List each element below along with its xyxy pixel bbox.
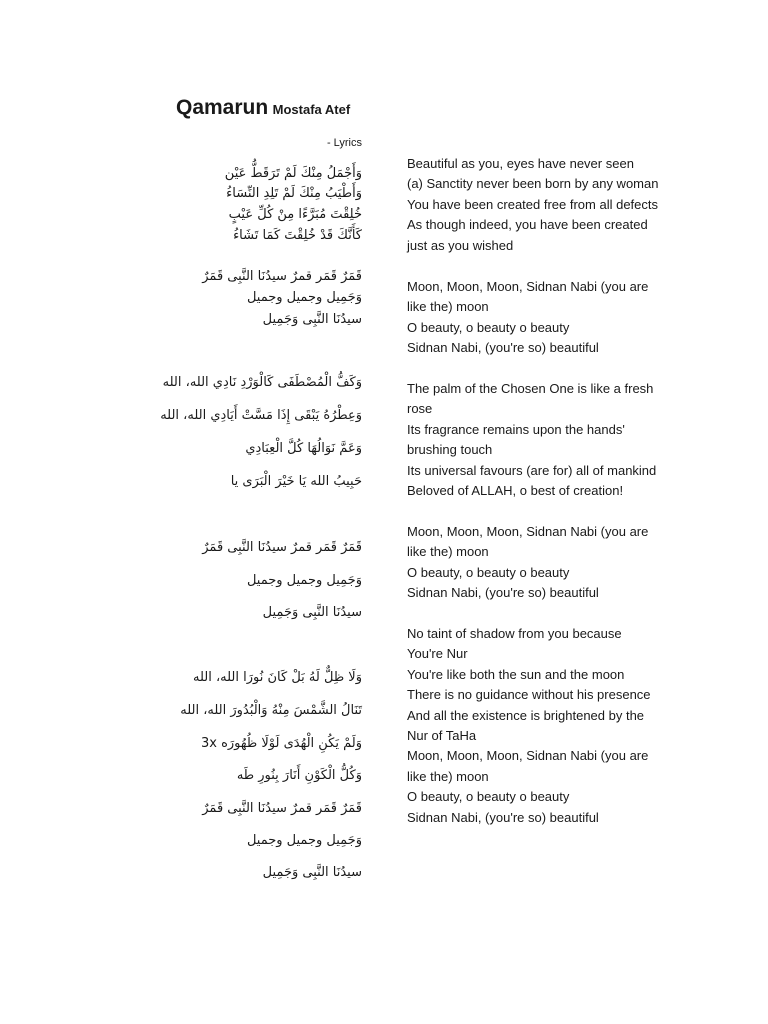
arabic-line: حَبِيبُ الله يَا خَيْرَ الْبَرَى يا bbox=[230, 474, 362, 489]
arabic-line: وَلَا ظِلٌّ لَهُ بَلْ كَانَ نُورَا الله، الله bbox=[192, 670, 362, 685]
arabic-line: سيدُنَا النَّبِى وَجَمِيل bbox=[262, 605, 362, 620]
english-line: Nur of TaHa bbox=[407, 728, 477, 744]
english-line: like the) moon bbox=[407, 768, 489, 784]
english-line: just as you wished bbox=[407, 237, 514, 253]
arabic-line: قَمَرٌ قَمَر قمرٌ سيدُنَا النَّبِى قَمَرٌ bbox=[202, 269, 362, 284]
arabic-line: وَأَطْيَبُ مِنْكَ لَمْ تَلِدِ النِّسَاءُ bbox=[226, 186, 362, 201]
arabic-line: خُلِقْتَ مُبَرَّءًا مِنْ كُلِّ عَيْبٍ bbox=[228, 207, 362, 222]
english-line: Its fragrance remains upon the hands' bbox=[407, 421, 625, 437]
english-line: Moon, Moon, Moon, Sidnan Nabi (you are bbox=[407, 524, 649, 539]
song-title-main: Qamarun bbox=[176, 96, 269, 119]
arabic-line: سيدُنَا النَّبِى وَجَمِيل bbox=[262, 312, 362, 327]
english-line: O beauty, o beauty o beauty bbox=[407, 564, 570, 580]
english-line: Beautiful as you, eyes have never seen bbox=[407, 156, 634, 171]
arabic-line: تَنَالُ الشَّمْسَ مِنْهُ وَالْبُدُورَ الله، الله bbox=[180, 703, 362, 718]
arabic-line: وَلَمْ يَكُنِ الْهُدَى لَوْلَا ظُهُورَه 3x bbox=[200, 736, 362, 751]
arabic-line: وَجَمِيل وجميل وجميل bbox=[246, 290, 362, 305]
english-stanza bbox=[407, 624, 687, 828]
english-line: Its universal favours (are for) all of mankind bbox=[407, 462, 657, 478]
arabic-line: قَمَرٌ قَمَر قمرٌ سيدُنَا النَّبِى قَمَرٌ bbox=[202, 540, 362, 555]
english-line: Moon, Moon, Moon, Sidnan Nabi (you are bbox=[407, 748, 649, 764]
english-line: No taint of shadow from you because bbox=[407, 626, 622, 641]
english-line: Sidnan Nabi, (you're so) beautiful bbox=[407, 340, 599, 356]
english-line: Moon, Moon, Moon, Sidnan Nabi (you are bbox=[407, 279, 649, 294]
arabic-line: وَجَمِيل وجميل وجميل bbox=[246, 833, 362, 848]
english-stanza bbox=[407, 154, 687, 256]
arabic-line: وَعَمَّ نَوَالُهَا كُلَّ الْعِبَادِي bbox=[245, 441, 362, 456]
english-line: You're like both the sun and the moon bbox=[407, 666, 625, 682]
english-stanza bbox=[407, 277, 687, 359]
arabic-line: وَكَفُّ الْمُصْطَفَى كَالْوَرْدِ نَادِي الله، الله bbox=[162, 375, 362, 390]
english-line: The palm of the Chosen One is like a fresh bbox=[407, 381, 654, 396]
english-line: rose bbox=[407, 401, 433, 417]
english-line: O beauty, o beauty o beauty bbox=[407, 789, 570, 805]
song-title bbox=[176, 96, 376, 120]
english-stanza bbox=[407, 379, 687, 501]
english-stanza bbox=[407, 522, 687, 604]
english-line: like the) moon bbox=[407, 299, 489, 315]
english-line: (a) Sanctity never been born by any woman bbox=[407, 176, 659, 192]
english-line: You have been created free from all defects bbox=[407, 196, 659, 212]
english-line: Sidnan Nabi, (you're so) beautiful bbox=[407, 585, 599, 601]
english-line: Sidnan Nabi, (you're so) beautiful bbox=[407, 809, 599, 825]
arabic-line: وَعِطْرُهُ يَبْقَى إِذَا مَسَّتْ أَيَادِي الله، الله bbox=[160, 408, 362, 423]
arabic-line: كَأَنَّكَ قَدْ خُلِقْتَ كَمَا تَشَاءُ bbox=[233, 228, 362, 243]
english-line: brushing touch bbox=[407, 442, 493, 458]
arabic-line: وَكُلُّ الْكَوْنِ أَنَارَ بِنُورِ طَه bbox=[236, 768, 362, 783]
arabic-line: وَأَجْمَلُ مِنْكَ لَمْ تَرَقَطُّ عَيْن bbox=[224, 166, 362, 181]
arabic-line: قَمَرٌ قَمَر قمرٌ سيدُنَا النَّبِى قَمَرٌ bbox=[202, 801, 362, 816]
english-line: There is no guidance without his presence bbox=[407, 687, 651, 703]
song-artist: Mostafa Atef bbox=[272, 102, 351, 117]
english-line: like the) moon bbox=[407, 544, 489, 560]
lyrics-subtitle: - Lyrics bbox=[326, 137, 362, 149]
english-line: You're Nur bbox=[407, 646, 468, 662]
english-line: O beauty, o beauty o beauty bbox=[407, 319, 570, 335]
arabic-line: سيدُنَا النَّبِى وَجَمِيل bbox=[262, 865, 362, 880]
english-line: And all the existence is brightened by the bbox=[407, 707, 645, 723]
arabic-line: وَجَمِيل وجميل وجميل bbox=[246, 573, 362, 588]
english-line: Beloved of ALLAH, o best of creation! bbox=[407, 483, 624, 499]
english-line: As though indeed, you have been created bbox=[407, 217, 648, 233]
